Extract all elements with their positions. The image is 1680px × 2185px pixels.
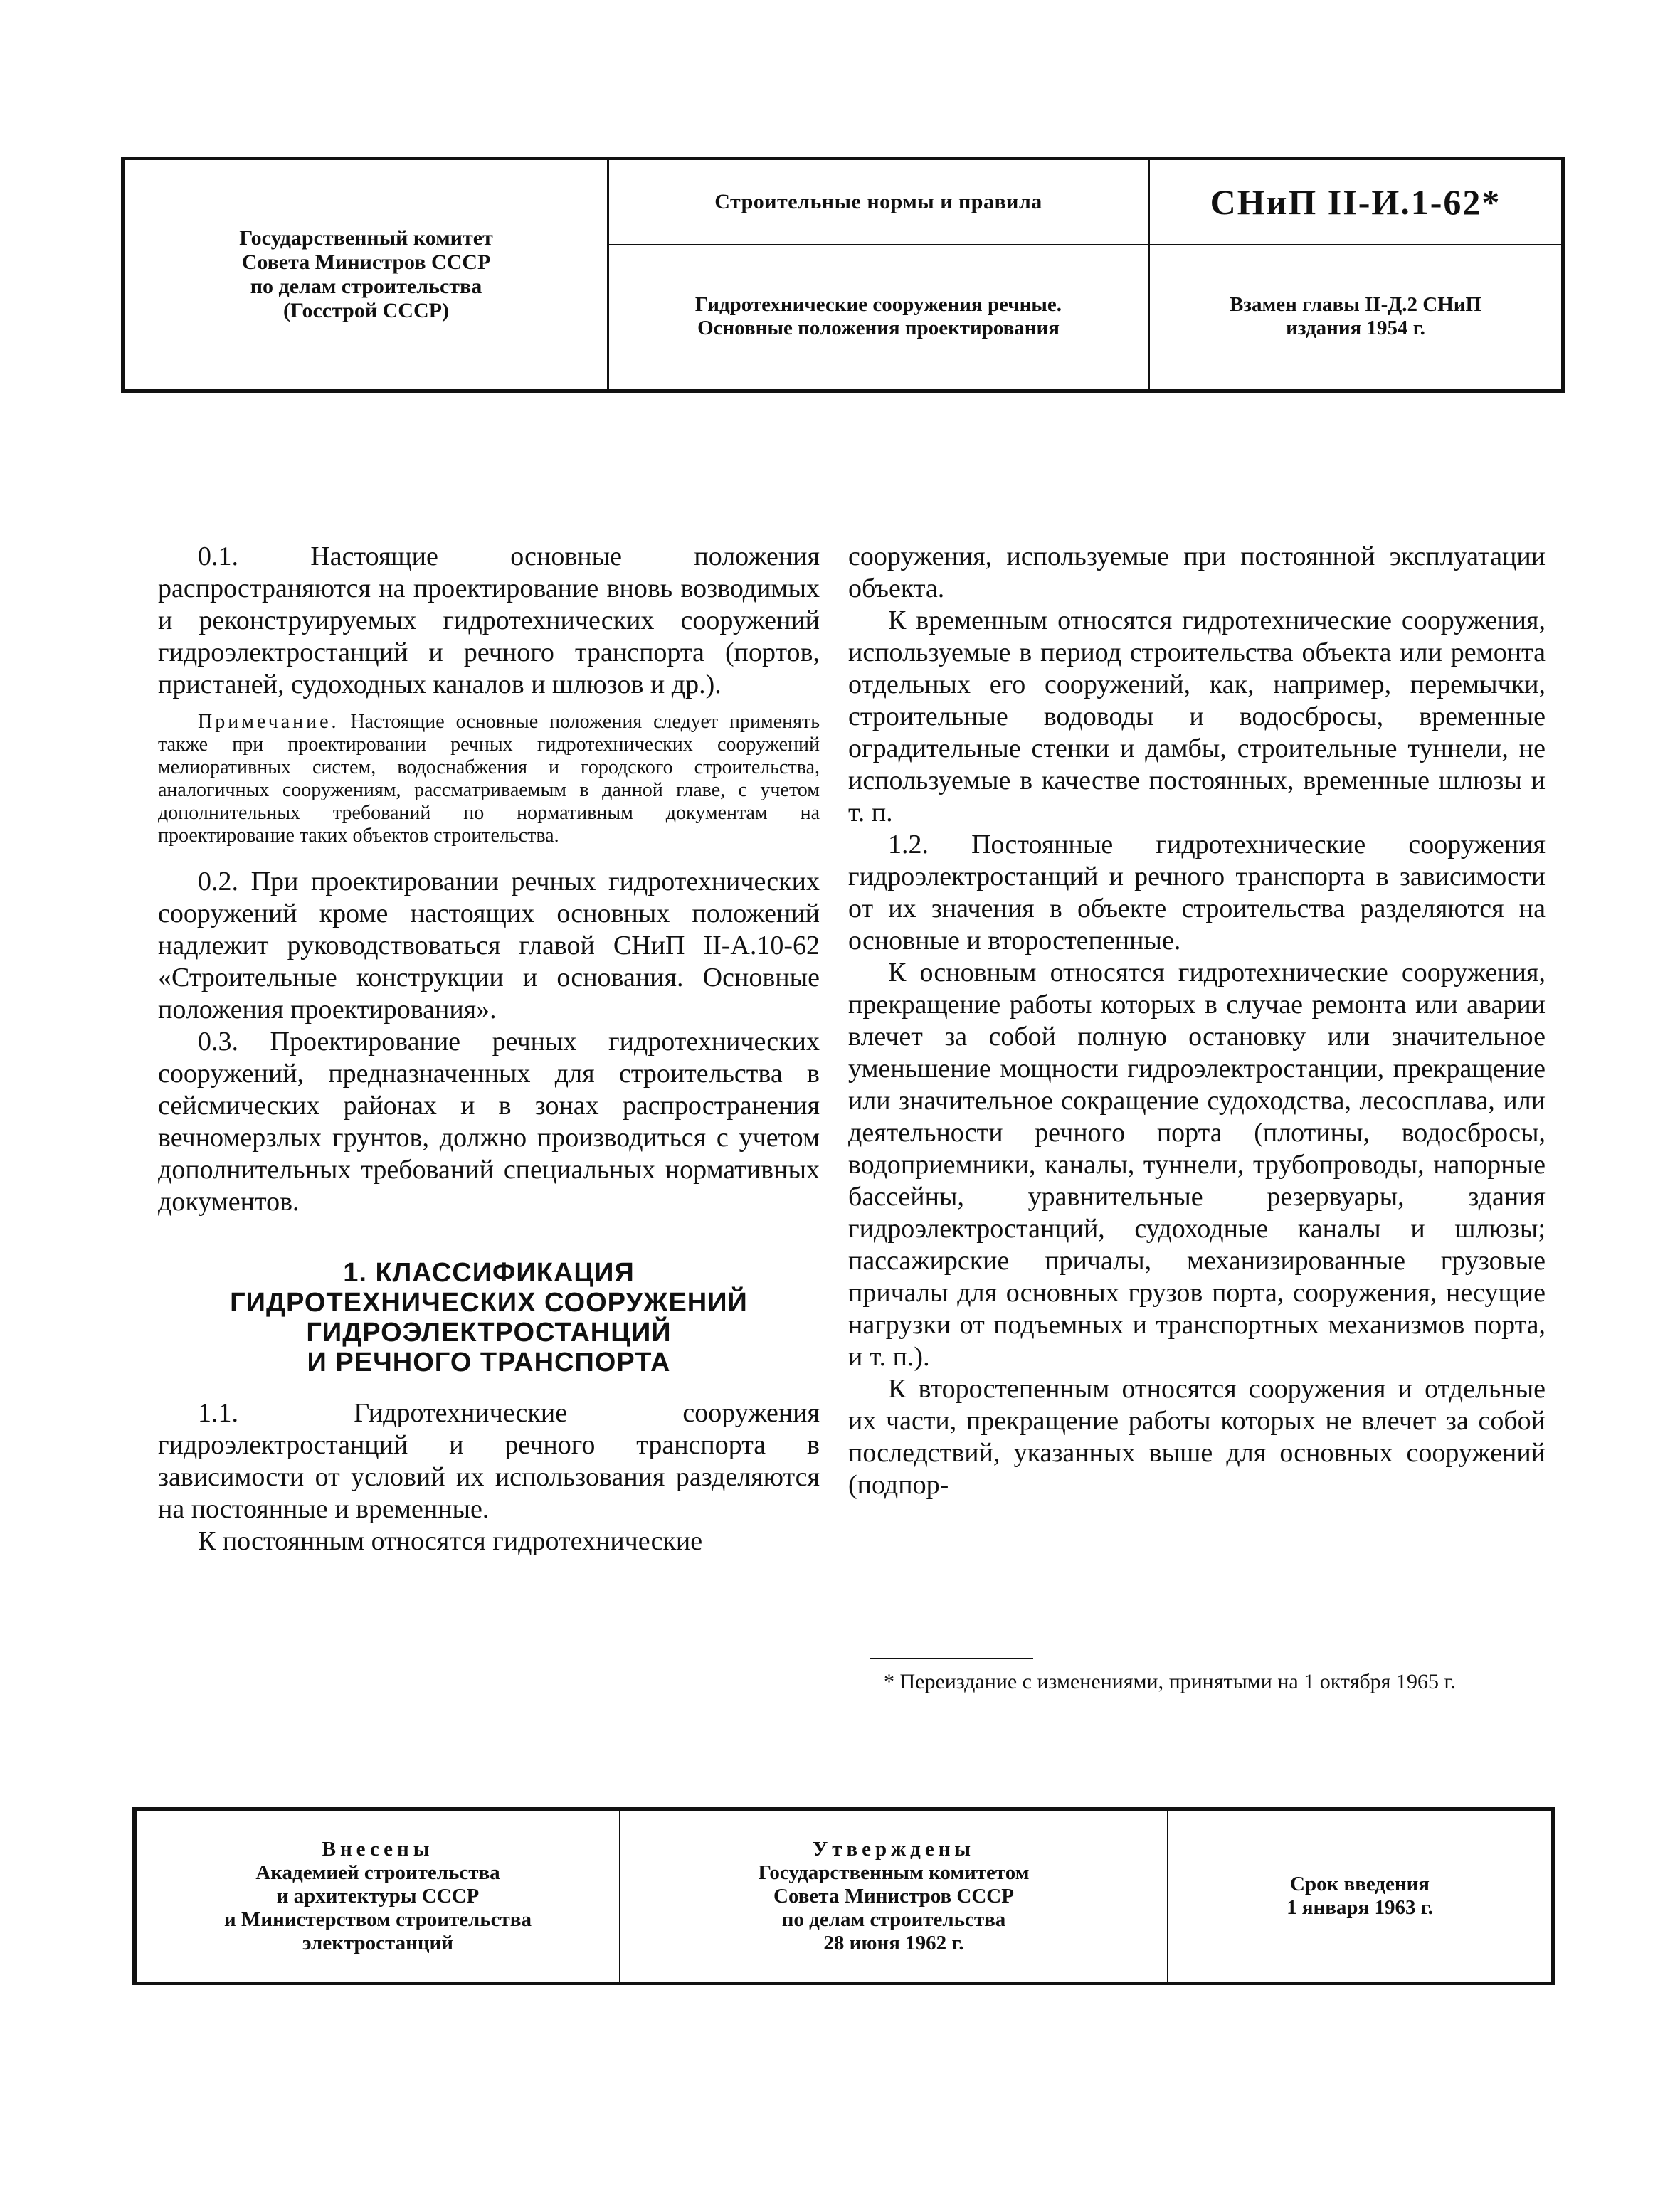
- document-title: [695, 293, 1062, 340]
- footnote-text: * Переиздание с изменениями, принятыми на 1 октября 1965 г.: [884, 1670, 1456, 1693]
- approved-line: по делам строительства: [781, 1908, 1006, 1931]
- approved-line: 28 июня 1962 г.: [823, 1931, 964, 1954]
- left-column: [158, 541, 820, 1557]
- paragraph-temporary: К временным относятся гидротехнические сооружения, используемые в период строительства объекта или ремонта отдельных его сооружений, как, например, перемычки, строительные водоводы и водосбросы, временные оградительные стенки и дамбы, строительные туннели, не используемые в качестве постоянных, временные шлюзы и т. п.: [848, 605, 1546, 827]
- document-code: СНиП II-И.1-62*: [1210, 182, 1501, 222]
- paragraph-0-2: 0.2. При проектировании речных гидротехнических сооружений кроме настоящих основных положений надлежит руководствоваться главой СНиП II-А.10-62 «Строительные конструкции и основания. Основные положения проектирования».: [158, 867, 820, 1025]
- heading-line: ГИДРОТЕХНИЧЕСКИХ СООРУЖЕНИЙ: [230, 1288, 748, 1318]
- heading-line: И РЕЧНОГО ТРАНСПОРТА: [307, 1348, 671, 1377]
- submitted-line: и Министерством строительства: [224, 1908, 532, 1931]
- code-cell: [1150, 160, 1561, 389]
- note: [158, 711, 820, 847]
- submitted-line: и архитектуры СССР: [276, 1884, 480, 1908]
- paragraph-1-1: 1.1. Гидротехнические сооружения гидроэлектростанций и речного транспорта в зависимости от условий их использования разделяются на постоянные и временные.: [158, 1398, 820, 1524]
- replaces-line: Взамен главы II-Д.2 СНиП: [1229, 293, 1482, 316]
- paragraph-0-3: 0.3. Проектирование речных гидротехнических сооружений, предназначенных для строительства в сейсмических районах и в зонах распространения вечномерзлых грунтов, должно производиться с учетом дополнительных требований специальных нормативных документов.: [158, 1027, 820, 1217]
- submitted-line: электростанций: [302, 1931, 453, 1954]
- right-column: [848, 541, 1546, 1501]
- issuer-line: Государственный комитет: [239, 226, 493, 250]
- series-label: Строительные нормы и правила: [714, 190, 1042, 213]
- approved-line: Совета Министров СССР: [773, 1884, 1014, 1908]
- title-line: Основные положения проектирования: [697, 317, 1060, 339]
- issuer-line: по делам строительства: [250, 275, 482, 298]
- paragraph-continued: сооружения, используемые при постоянной эксплуатации объекта.: [848, 541, 1546, 603]
- title-line: Гидротехнические сооружения речные.: [694, 293, 1062, 316]
- footer-table: [132, 1807, 1555, 1985]
- footnote-rule: [870, 1658, 1033, 1659]
- effective-date: 1 января 1963 г.: [1287, 1896, 1433, 1919]
- effective-cell: [1168, 1811, 1551, 1982]
- approved-line: Государственным комитетом: [758, 1861, 1030, 1884]
- title-cell: [609, 160, 1150, 389]
- paragraph-main-structures: К основным относятся гидротехнические сооружения, прекращение работы которых в случае ремонта или аварии влечет за собой полную остановку или значительное уменьшение мощности гидроэлектростанции, прекращение или значительное сокращение судоходства, лесосплава, или деятельности речного порта (плотины, водосбросы, водоприемники, каналы, туннели, трубопроводы, напорные бассейны, уравнительные резервуары, здания гидроэлектростанций, судоходные каналы и шлюзы; пассажирские причалы, механизированные грузовые причалы для основных грузов порта, сооружения, несущие нагрузки от подъемных и транспортных механизмов порта, и т. п.).: [848, 958, 1546, 1372]
- replaces-line: издания 1954 г.: [1286, 317, 1425, 339]
- paragraph-1-2: 1.2. Постоянные гидротехнические сооружения гидроэлектростанций и речного транспорта в зависимости от их значения в объекте строительства разделяются на основные и второстепенные.: [848, 830, 1546, 956]
- approved-cell: [620, 1811, 1168, 1982]
- paragraph-0-1: 0.1. Настоящие основные положения распространяются на проектирование вновь возводимых и реконструируемых гидротехнических сооружений гидроэлектростанций и речного транспорта (портов, пристаней, судоходных каналов и шлюзов и др.).: [158, 541, 820, 699]
- heading-line: ГИДРОЭЛЕКТРОСТАНЦИЙ: [306, 1318, 672, 1348]
- replaces-note: [1230, 293, 1481, 340]
- section-heading: [158, 1258, 820, 1377]
- submitted-label: Внесены: [322, 1837, 434, 1861]
- paragraph-1-1-permanent: К постоянным относятся гидротехнические: [198, 1526, 703, 1556]
- submitted-cell: [137, 1811, 620, 1982]
- heading-line: 1. КЛАССИФИКАЦИЯ: [343, 1258, 635, 1288]
- note-text: Настоящие основные положения следует применять также при проектировании речных гидротехнических сооружений мелиоративных систем, водоснабжения и городского строительства, аналогичных сооружениям, рассматриваемым в данной главе, с учетом дополнительных требований по нормативным документам на проектирование таких объектов строительства.: [158, 711, 820, 847]
- footnote: [848, 1669, 1553, 1695]
- note-label: Примечание.: [198, 711, 339, 733]
- issuer-line: (Госстрой СССР): [283, 299, 449, 322]
- header-table: [121, 157, 1565, 393]
- issuer-cell: [125, 160, 609, 389]
- effective-label: Срок введения: [1290, 1873, 1430, 1895]
- paragraph-secondary-structures: К второстепенным относятся сооружения и отдельные их части, прекращение работы которых не влечет за собой последствий, указанных выше для основных сооружений (подпор-: [848, 1374, 1546, 1500]
- approved-label: Утверждены: [812, 1837, 976, 1861]
- submitted-line: Академией строительства: [255, 1861, 500, 1884]
- issuer-line: Совета Министров СССР: [241, 250, 491, 274]
